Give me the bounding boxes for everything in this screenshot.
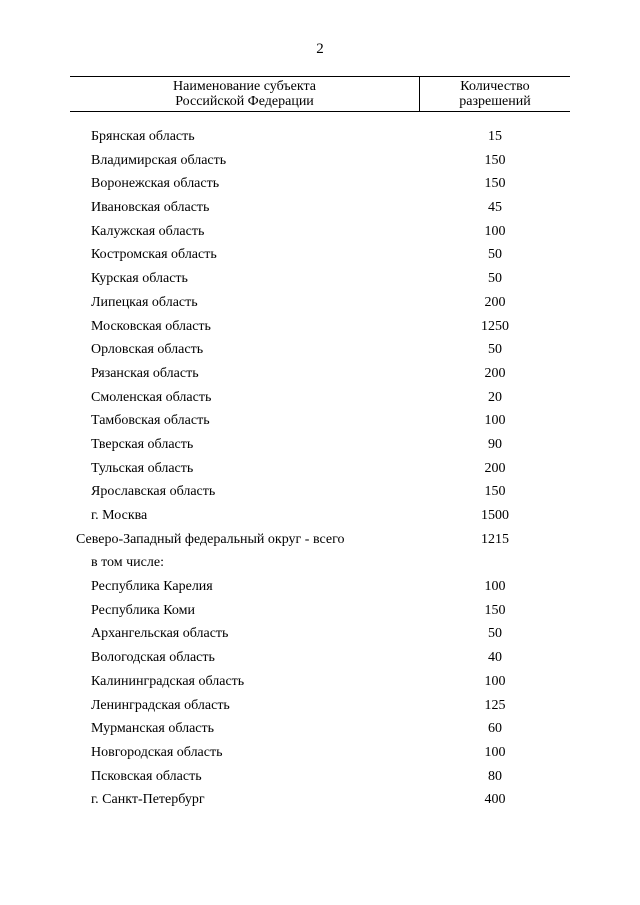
permit-count: 50 — [488, 247, 502, 263]
permit-count: 100 — [484, 579, 506, 595]
region-name: Рязанская область — [91, 365, 199, 381]
table-row — [70, 646, 570, 670]
table-row — [70, 386, 570, 410]
table-header — [70, 76, 570, 112]
table-row — [70, 480, 570, 504]
table-row — [70, 670, 570, 694]
permit-count: 150 — [484, 152, 506, 168]
permit-count: 400 — [484, 792, 506, 808]
table-row — [70, 551, 570, 575]
region-name: Костромская область — [91, 247, 217, 263]
permit-count: 80 — [488, 768, 502, 784]
region-name: Курская область — [91, 271, 188, 287]
region-name: Владимирская область — [91, 152, 227, 168]
region-name: г. Москва — [91, 508, 148, 523]
header-region-line1: Наименование субъекта — [173, 79, 316, 94]
permit-count: 150 — [484, 484, 506, 500]
header-count-line1: Количество — [460, 79, 530, 94]
region-name: Брянская область — [91, 129, 195, 144]
region-name: Тамбовская область — [91, 413, 210, 429]
table-body — [70, 125, 570, 812]
region-name: Ленинградская область — [91, 697, 230, 713]
region-name: г. Санкт-Петербург — [91, 792, 205, 808]
table-row — [70, 765, 570, 789]
permit-count: 1250 — [481, 318, 509, 334]
permit-count: 90 — [488, 436, 502, 452]
region-name: Псковская область — [91, 768, 202, 784]
permits-table — [70, 76, 570, 808]
table-row — [70, 741, 570, 765]
table-row — [70, 243, 570, 267]
table-row — [70, 196, 570, 220]
region-name: Северо-Западный федеральный округ - всего — [76, 531, 345, 547]
region-name: Воронежская область — [91, 176, 220, 192]
table-row — [70, 362, 570, 386]
table-row — [70, 291, 570, 315]
permit-count: 50 — [488, 271, 502, 287]
header-region-line2: Российской Федерации — [175, 94, 314, 109]
table-row — [70, 433, 570, 457]
region-name: Орловская область — [91, 342, 204, 358]
region-name: Смоленская область — [91, 389, 212, 405]
permit-count: 200 — [484, 294, 506, 310]
permit-count: 60 — [488, 721, 502, 737]
region-name: Вологодская область — [91, 650, 215, 666]
table-row — [70, 149, 570, 173]
permit-count: 40 — [488, 650, 502, 666]
table-row — [70, 409, 570, 433]
table-row — [70, 788, 570, 812]
table-row — [70, 694, 570, 718]
permit-count: 150 — [484, 602, 506, 618]
table-row — [70, 125, 570, 149]
region-name: Ивановская область — [91, 200, 210, 216]
region-name: Архангельская область — [91, 626, 229, 642]
permit-count: 20 — [488, 389, 502, 405]
permit-count: 200 — [484, 460, 506, 476]
region-name: Республика Коми — [91, 602, 195, 618]
permit-count: 100 — [484, 223, 506, 239]
region-name: Новгородская область — [91, 744, 223, 760]
permit-count: 125 — [484, 697, 506, 713]
permit-count: 100 — [484, 413, 506, 429]
permit-count: 50 — [488, 342, 502, 358]
region-name: Липецкая область — [91, 294, 198, 310]
region-name: Ярославская область — [91, 484, 216, 500]
region-name: Московская область — [91, 318, 211, 334]
page-number: 2 — [316, 41, 324, 57]
table-row — [70, 599, 570, 623]
permit-count: 50 — [488, 626, 502, 642]
table-row — [70, 267, 570, 291]
header-count-line2: разрешений — [459, 94, 531, 109]
table-row — [70, 172, 570, 196]
region-name: Калужская область — [91, 223, 205, 239]
table-row — [70, 315, 570, 339]
table-row — [70, 338, 570, 362]
permit-count: 200 — [484, 365, 506, 381]
header-region-name — [70, 79, 419, 109]
permit-count: 100 — [484, 744, 506, 760]
region-name: Республика Карелия — [91, 579, 213, 595]
table-row — [70, 717, 570, 741]
permit-count: 150 — [484, 176, 506, 192]
permit-count: 1215 — [481, 531, 509, 547]
region-name: Калининградская область — [91, 673, 245, 689]
permit-count: 45 — [488, 200, 502, 216]
table-row — [70, 220, 570, 244]
region-name: в том числе: — [91, 555, 164, 571]
table-row — [70, 575, 570, 599]
region-name: Тверская область — [91, 436, 194, 452]
table-row — [70, 504, 570, 528]
table-row — [70, 622, 570, 646]
permit-count: 100 — [484, 673, 506, 689]
permit-count: 1500 — [481, 508, 509, 523]
permit-count: 15 — [488, 129, 502, 144]
table-row — [70, 528, 570, 552]
region-name: Тульская область — [91, 460, 194, 476]
region-name: Мурманская область — [91, 721, 215, 737]
table-row — [70, 457, 570, 481]
header-permit-count — [420, 79, 570, 109]
